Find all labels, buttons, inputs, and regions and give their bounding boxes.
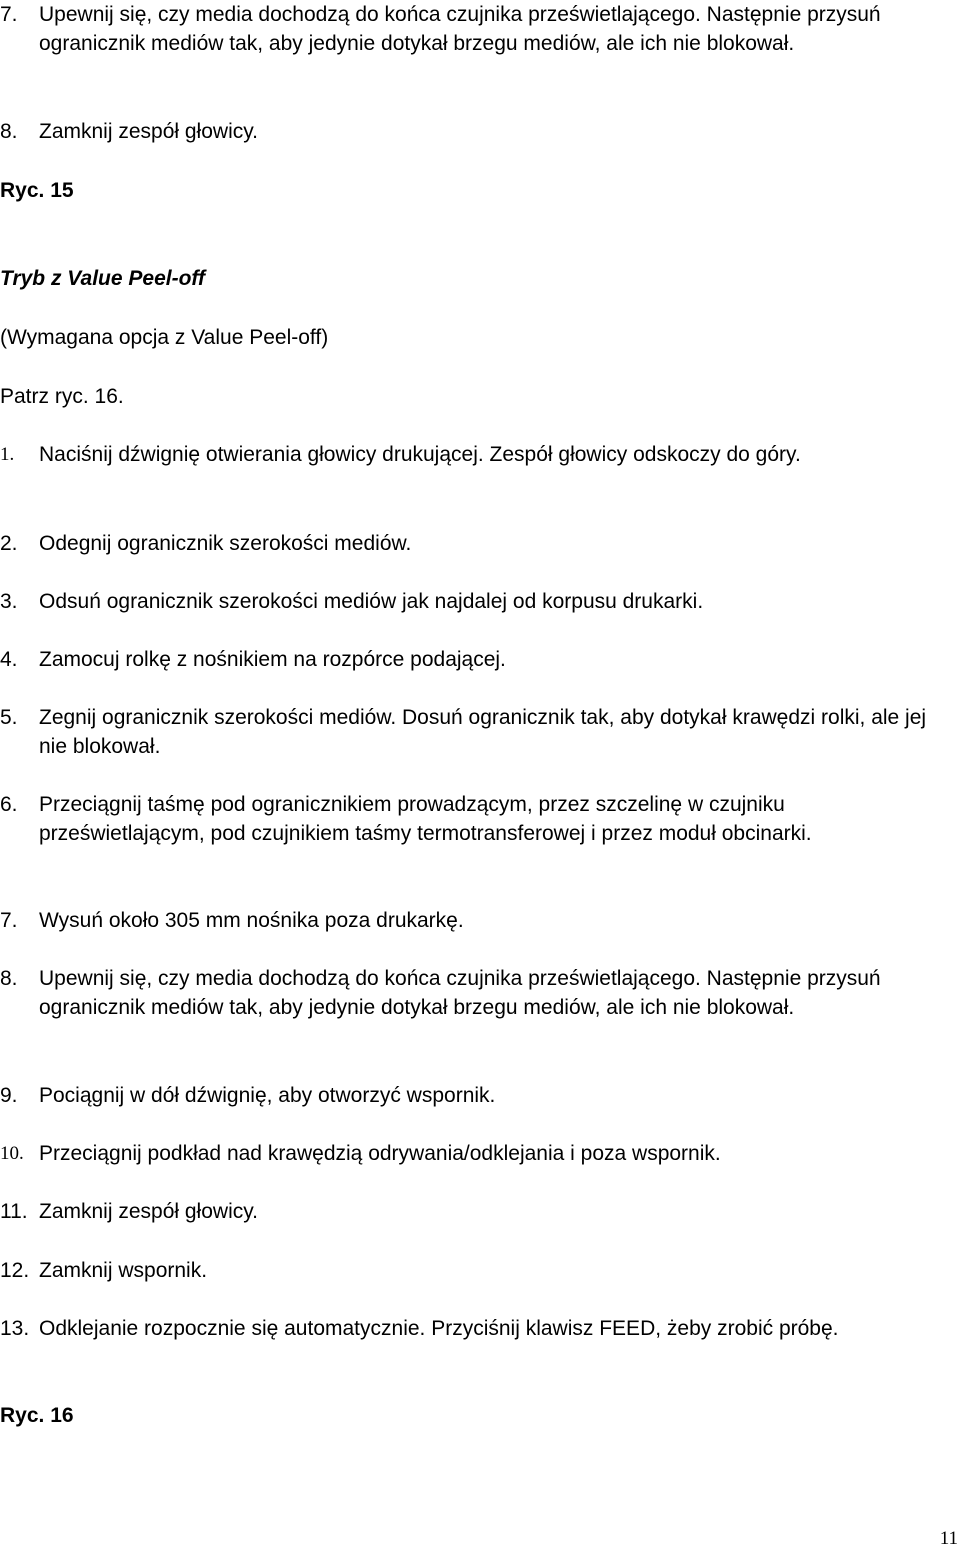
list-item-text: Zamknij zespół głowicy. — [39, 120, 259, 143]
list-item-number: 7. — [0, 3, 18, 26]
step-text: Zamocuj rolkę z nośnikiem na rozpórce podającej. — [39, 648, 506, 671]
step-item — [0, 1081, 955, 1110]
section-note: (Wymagana opcja z Value Peel-off) — [0, 326, 329, 349]
step-number: 1. — [0, 444, 15, 465]
step-item — [0, 1314, 955, 1343]
step-number: 6. — [0, 793, 18, 816]
step-text: Przeciągnij taśmę pod ogranicznikiem prowadzącym, przez szczelinę w czujniku prześwietlającym, pod czujnikiem taśmy termotransferowej i przez moduł obcinarki. — [39, 793, 812, 845]
step-item — [0, 964, 955, 1022]
step-number: 5. — [0, 706, 18, 729]
step-text: Zamknij wspornik. — [39, 1259, 208, 1282]
step-text: Wysuń około 305 mm nośnika poza drukarkę. — [39, 909, 464, 932]
step-text: Przeciągnij podkład nad krawędzią odrywania/odklejania i poza wspornik. — [39, 1142, 721, 1165]
step-item — [0, 587, 955, 616]
step-item — [0, 645, 955, 674]
step-item — [0, 790, 955, 848]
step-item — [0, 1139, 955, 1168]
step-text: Upewnij się, czy media dochodzą do końca czujnika prześwietlającego. Następnie przysuń ogranicznik mediów tak, aby jedynie dotykał brzegu mediów, ale ich nie blokował. — [39, 967, 881, 1019]
step-item — [0, 703, 955, 761]
step-number: 7. — [0, 909, 18, 932]
step-text: Naciśnij dźwignię otwierania głowicy drukującej. Zespół głowicy odskoczy do góry. — [39, 443, 801, 466]
list-item — [0, 117, 955, 146]
step-number: 12. — [0, 1259, 30, 1282]
step-number: 2. — [0, 532, 18, 555]
step-item — [0, 1197, 955, 1226]
step-number: 9. — [0, 1084, 18, 1107]
page-number: 11 — [939, 1528, 958, 1549]
step-number: 3. — [0, 590, 18, 613]
list-item-text: Upewnij się, czy media dochodzą do końca czujnika prześwietlającego. Następnie przysuń ogranicznik mediów tak, aby jedynie dotykał brzegu mediów, ale ich nie blokował. — [39, 3, 881, 55]
figure-label-16: Ryc. 16 — [0, 1404, 74, 1427]
step-text: Odegnij ogranicznik szerokości mediów. — [39, 532, 412, 555]
step-number: 4. — [0, 648, 18, 671]
list-item-number: 8. — [0, 120, 18, 143]
figure-reference: Patrz ryc. 16. — [0, 385, 124, 408]
step-item — [0, 906, 955, 935]
step-item — [0, 1256, 955, 1285]
step-number: 11. — [0, 1200, 28, 1223]
step-number: 10. — [0, 1143, 24, 1164]
step-text: Pociągnij w dół dźwignię, aby otworzyć wspornik. — [39, 1084, 496, 1107]
step-text: Zegnij ogranicznik szerokości mediów. Dosuń ogranicznik tak, aby dotykał krawędzi rolki, ale jej nie blokował. — [39, 706, 927, 758]
step-text: Odsuń ogranicznik szerokości mediów jak najdalej od korpusu drukarki. — [39, 590, 704, 613]
section-title: Tryb z Value Peel-off — [0, 267, 206, 290]
step-text: Zamknij zespół głowicy. — [39, 1200, 259, 1223]
step-item — [0, 440, 955, 469]
step-number: 13. — [0, 1317, 30, 1340]
step-item — [0, 529, 955, 558]
list-item — [0, 0, 955, 58]
step-text: Odklejanie rozpocznie się automatycznie. Przyciśnij klawisz FEED, żeby zrobić próbę. — [39, 1317, 839, 1340]
figure-label-15: Ryc. 15 — [0, 179, 74, 202]
step-number: 8. — [0, 967, 18, 990]
